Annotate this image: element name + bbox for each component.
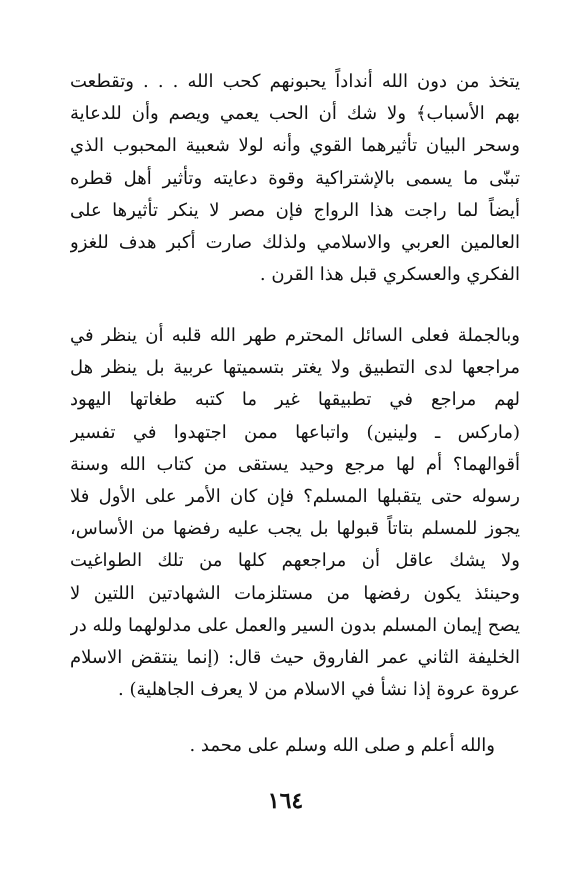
text-line: لهم مراجع في تطبيقها غير ما كتبه طغاتها اليهود xyxy=(70,389,520,411)
text-line: رسوله حتى يتقبلها المسلم؟ فإن كان الأمر على الأول فلا xyxy=(70,485,520,507)
text-line: عروة عروة إذا نشأ في الاسلام من لا يعرف الجاهلية) . xyxy=(118,679,520,701)
text-line: أقوالهما؟ أم لها مرجع وحيد يستقى من كتاب الله وسنة xyxy=(70,453,520,475)
text-line: الفكري والعسكري قبل هذا القرن . xyxy=(259,264,520,286)
page-number: ١٦٤ xyxy=(267,788,304,814)
paragraph-1 xyxy=(70,66,520,291)
text-line: يصح إيمان المسلم بدون السير والعمل على مدلولهما ولله در xyxy=(70,614,520,636)
text-line: يجوز للمسلم بتاتاً قبولها بل يجب عليه رفضها من الأساس، xyxy=(70,518,520,540)
text-line: تبنّى ما يسمى بالإشتراكية وقوة دعايته وتأثير أهل قطره xyxy=(70,167,520,189)
text-line: العالمين العربي والاسلامي ولذلك صارت أكبر هدف للغزو xyxy=(70,231,520,253)
text-line: وحينئذ يكون رفضها من مستلزمات الشهادتين اللتين لا xyxy=(70,582,520,604)
text-line: ولا يشك عاقل أن مراجعهم كلها من تلك الطواغيت xyxy=(70,550,520,572)
closing-line: والله أعلم و صلى الله وسلم على محمد . xyxy=(189,735,495,756)
text-line: وسحر البيان تأثيرهما القوي وأنه لولا شعبية المحبوب الذي xyxy=(70,135,520,157)
text-line: (ماركس ـ ولينين) واتباعها ممن اجتهدوا في تفسير xyxy=(70,421,520,443)
text-line: بهم الأسباب﴾ ولا شك أن الحب يعمي ويصم وأن للدعاية xyxy=(70,103,520,125)
text-line: الخليفة الثاني عمر الفاروق حيث قال: (إنما ينتقض الاسلام xyxy=(70,646,520,668)
text-line: أيضاً لما راجت هذا الرواج فإن مصر لا ينكر تأثيرها على xyxy=(70,199,520,221)
text-line: وبالجملة فعلى السائل المحترم طهر الله قلبه أن ينظر في xyxy=(70,325,520,346)
text-line: يتخذ من دون الله أنداداً يحبونهم كحب الله . . . وتقطعت xyxy=(70,71,520,92)
text-line: مراجعها لدى التطبيق ولا يغتر بتسميتها عربية بل ينظر هل xyxy=(70,357,520,379)
paragraph-2 xyxy=(70,320,520,706)
